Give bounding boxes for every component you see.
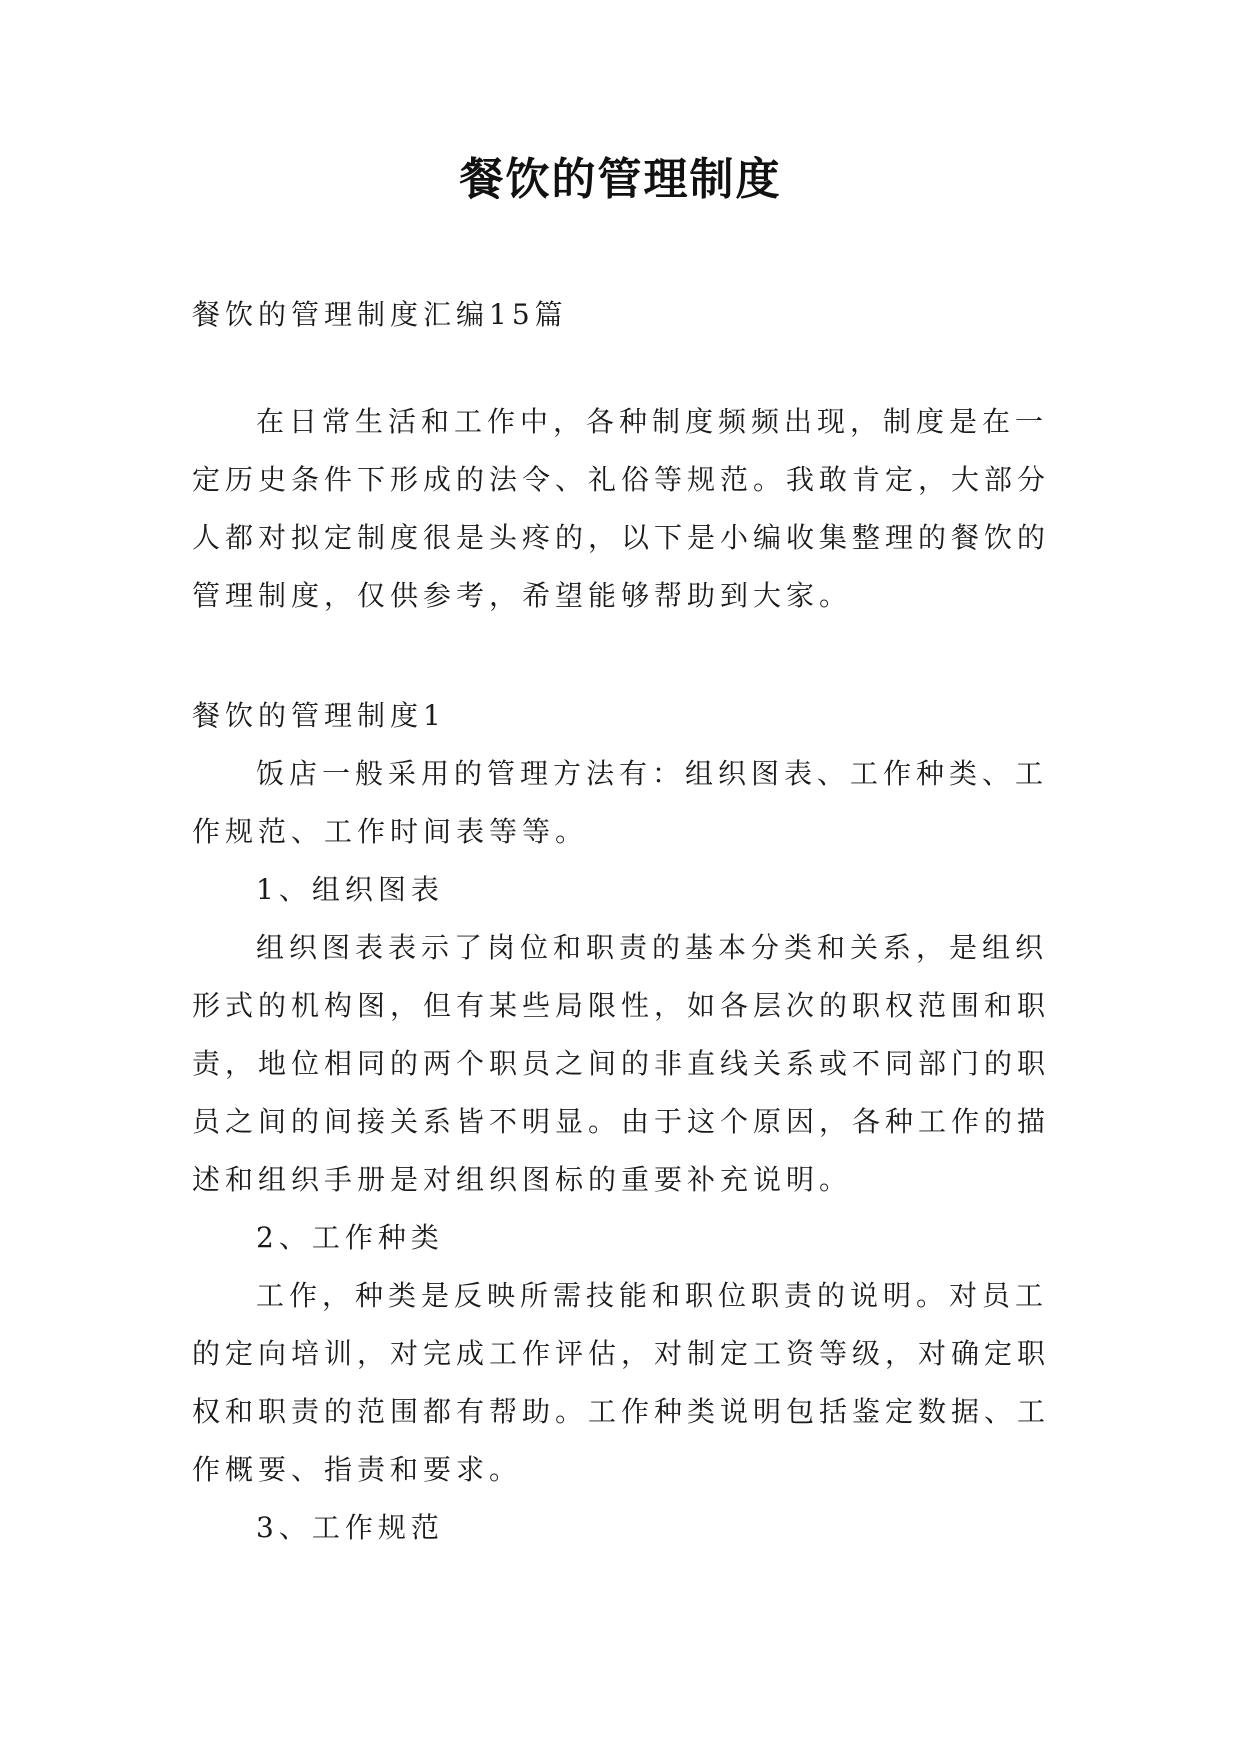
intro-line: 定历史条件下形成的法令、礼俗等规范。我敢肯定，大部分 — [192, 463, 1051, 496]
section-1 — [192, 687, 1050, 1557]
paragraph-line: 责，地位相同的两个职员之间的非直线关系或不同部门的职 — [192, 1047, 1051, 1080]
paragraph-line: 饭店一般采用的管理方法有：组织图表、工作种类、工 — [256, 757, 1049, 790]
spacer — [192, 625, 1050, 687]
intro-line: 人都对拟定制度很是头疼的，以下是小编收集整理的餐饮的 — [192, 521, 1051, 554]
spacer — [192, 344, 1050, 393]
paragraph-line: 形式的机构图，但有某些局限性，如各层次的职权范围和职 — [192, 989, 1051, 1022]
paragraph-line: 员之间的间接关系皆不明显。由于这个原因，各种工作的描 — [192, 1105, 1051, 1138]
section-paragraph — [192, 745, 1050, 861]
paragraph-line: 的定向培训，对完成工作评估，对制定工资等级，对确定职 — [192, 1337, 1051, 1370]
list-item-body — [192, 919, 1050, 1209]
paragraph-line: 组织图表表示了岗位和职责的基本分类和关系，是组织 — [256, 931, 1049, 964]
document-subtitle: 餐饮的管理制度汇编15篇 — [192, 298, 568, 331]
paragraph-line: 作规范、工作时间表等等。 — [192, 815, 589, 848]
intro-line: 在日常生活和工作中，各种制度频频出现，制度是在一 — [256, 405, 1049, 438]
list-item-body — [192, 1267, 1050, 1499]
paragraph-line: 权和职责的范围都有帮助。工作种类说明包括鉴定数据、工 — [192, 1395, 1051, 1428]
paragraph-line: 作概要、指责和要求。 — [192, 1453, 523, 1486]
list-item-heading: 1、组织图表 — [256, 873, 444, 906]
document-body — [192, 286, 1050, 1557]
document-title: 餐饮的管理制度 — [459, 154, 782, 205]
paragraph-line: 述和组织手册是对组织图标的重要补充说明。 — [192, 1163, 853, 1196]
paragraph-line: 工作，种类是反映所需技能和职位职责的说明。对员工 — [256, 1279, 1049, 1312]
list-item-heading: 3、工作规范 — [256, 1511, 444, 1544]
intro-paragraph — [192, 393, 1050, 625]
list-item-heading: 2、工作种类 — [256, 1221, 444, 1254]
section-heading: 餐饮的管理制度1 — [192, 699, 446, 732]
intro-line: 管理制度，仅供参考，希望能够帮助到大家。 — [192, 579, 853, 612]
